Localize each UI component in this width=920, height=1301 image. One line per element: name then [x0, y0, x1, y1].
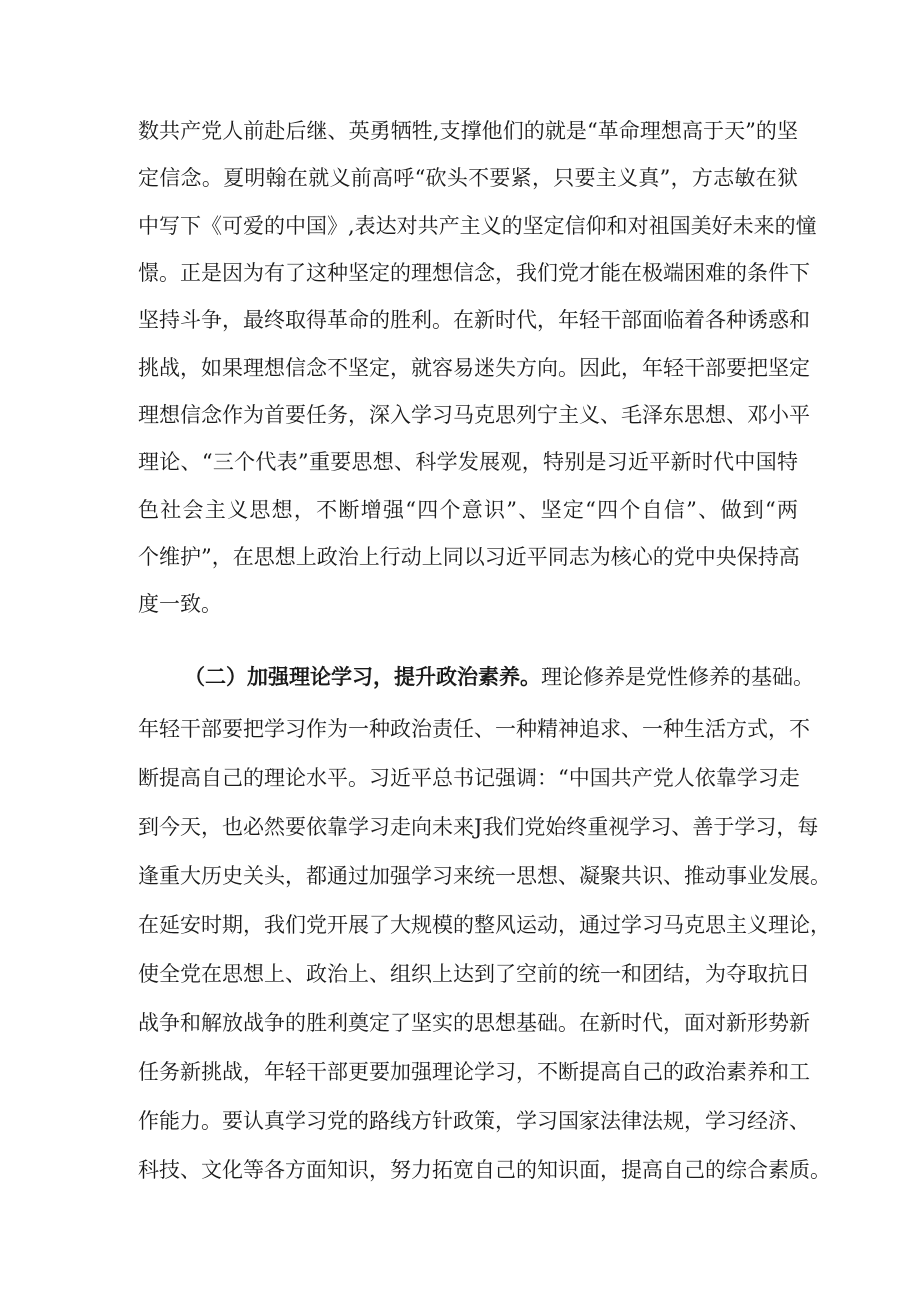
text-line: 到今天，也必然要依靠学习走向未来J我们党始终重视学习、善于学习，每	[138, 815, 819, 839]
text-line: 度一致。	[138, 592, 222, 616]
text-line: 作能力。要认真学习党的路线方针政策，学习国家法律法规，学习经济、	[138, 1109, 810, 1133]
text-line: 数共产党人前赴后继、英勇牺牲,支撑他们的就是“革命理想高于天”的坚	[138, 119, 798, 143]
heading-followup-text: 理论修养是党性修养的基础。	[541, 665, 814, 689]
text-line: 在延安时期，我们党开展了大规模的整风运动，通过学习马克思主义理论，	[138, 913, 831, 937]
text-line: 挑战，如果理想信念不坚定，就容易迷失方向。因此，年轻干部要把坚定	[138, 356, 810, 380]
paragraph-2-first-line	[184, 663, 814, 691]
text-line: 坚持斗争，最终取得革命的胜利。在新时代，年轻干部面临着各种诱惑和	[138, 308, 810, 332]
text-line: 定信念。夏明翰在就义前高呼“砍头不要紧，只要主义真”，方志敏在狱	[138, 166, 798, 190]
text-line: 色社会主义思想，不断增强“四个意识”、坚定“四个自信”、做到“两	[138, 498, 798, 522]
text-line: 逢重大历史关头，都通过加强学习来统一思想、凝聚共识、推动事业发展。	[138, 864, 831, 888]
text-line: 任务新挑战，年轻干部更要加强理论学习，不断提高自己的政治素养和工	[138, 1060, 810, 1084]
text-line: 憬。正是因为有了这种坚定的理想信念，我们党才能在极端困难的条件下	[138, 261, 810, 285]
section-heading: （二）加强理论学习，提升政治素养。	[184, 664, 541, 689]
text-line: 年轻干部要把学习作为一种政治责任、一种精神追求、一种生活方式，不	[138, 717, 810, 741]
text-line: 断提高自己的理论水平。习近平总书记强调：“中国共产党人依靠学习走	[138, 766, 800, 790]
text-line: 个维护”，在思想上政治上行动上同以习近平同志为核心的党中央保持高	[138, 545, 800, 569]
text-line: 理想信念作为首要任务，深入学习马克思列宁主义、毛泽东思想、邓小平	[138, 403, 810, 427]
text-line: 理论、“三个代表”重要思想、科学发展观，特别是习近平新时代中国特	[138, 450, 798, 474]
text-line: 科技、文化等各方面知识，努力拓宽自己的知识面，提高自己的综合素质。	[138, 1158, 831, 1182]
text-line: 使全党在思想上、政治上、组织上达到了空前的统一和团结，为夺取抗日	[138, 962, 810, 986]
text-line: 中写下《可爱的中国》,表达对共产主义的坚定信仰和对祖国美好未来的憧	[138, 214, 817, 238]
text-line: 战争和解放战争的胜利奠定了坚实的思想基础。在新时代，面对新形势新	[138, 1011, 810, 1035]
